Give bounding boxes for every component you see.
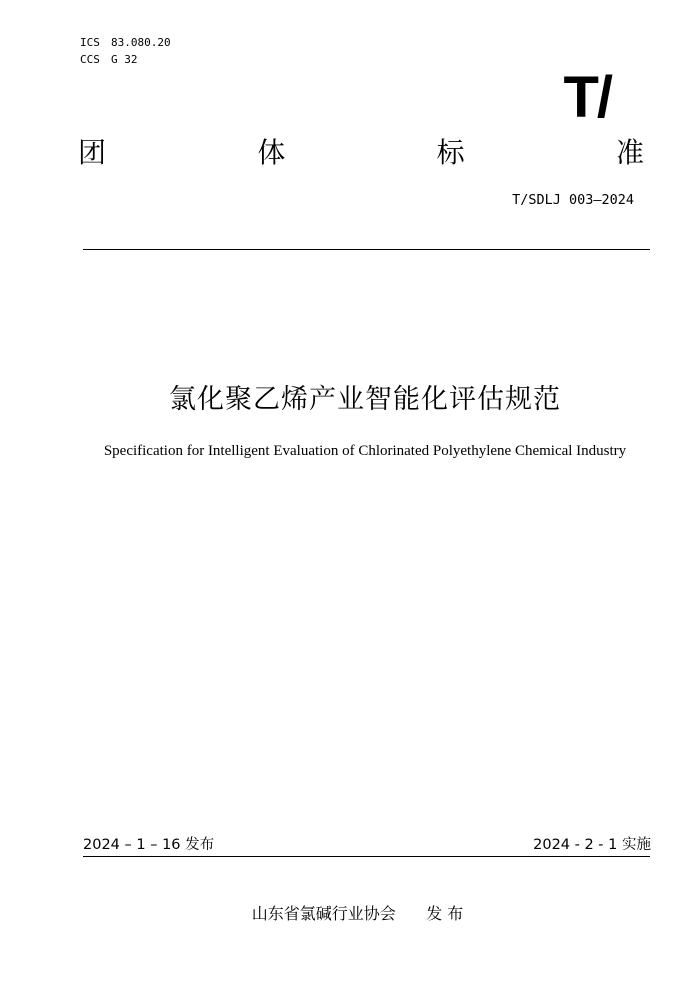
ccs-label: CCS — [80, 53, 100, 66]
header-divider — [83, 249, 650, 250]
classification-codes — [80, 34, 171, 68]
publisher-action: 发 布 — [426, 904, 464, 923]
document-title-chinese: 氯化聚乙烯产业智能化评估规范 — [169, 384, 561, 415]
group-standard-logo: T/ — [563, 65, 611, 130]
ics-code-row — [80, 34, 171, 51]
standard-type-char: 团 — [78, 136, 107, 169]
issue-date: 2024 – 1 – 16 发布 — [83, 837, 215, 853]
implementation-date: 2024 - 2 - 1 实施 — [533, 837, 651, 853]
standard-type-char: 准 — [615, 136, 644, 169]
footer-divider — [83, 856, 650, 857]
standard-number: T/SDLJ 003—2024 — [512, 192, 634, 208]
ics-label: ICS — [80, 36, 100, 49]
document-title-english: Specification for Intelligent Evaluation of Chlorinated Polyethylene Chemical Industry — [103, 443, 627, 459]
standard-type-char: 体 — [257, 136, 286, 169]
standard-type-char: 标 — [436, 136, 465, 169]
ics-value: 83.080.20 — [111, 36, 171, 49]
ccs-value: G 32 — [111, 53, 138, 66]
publisher-name: 山东省氯碱行业协会 — [251, 904, 396, 923]
publisher-line — [0, 903, 700, 925]
standard-type-heading — [78, 133, 644, 173]
ccs-code-row — [80, 51, 171, 68]
